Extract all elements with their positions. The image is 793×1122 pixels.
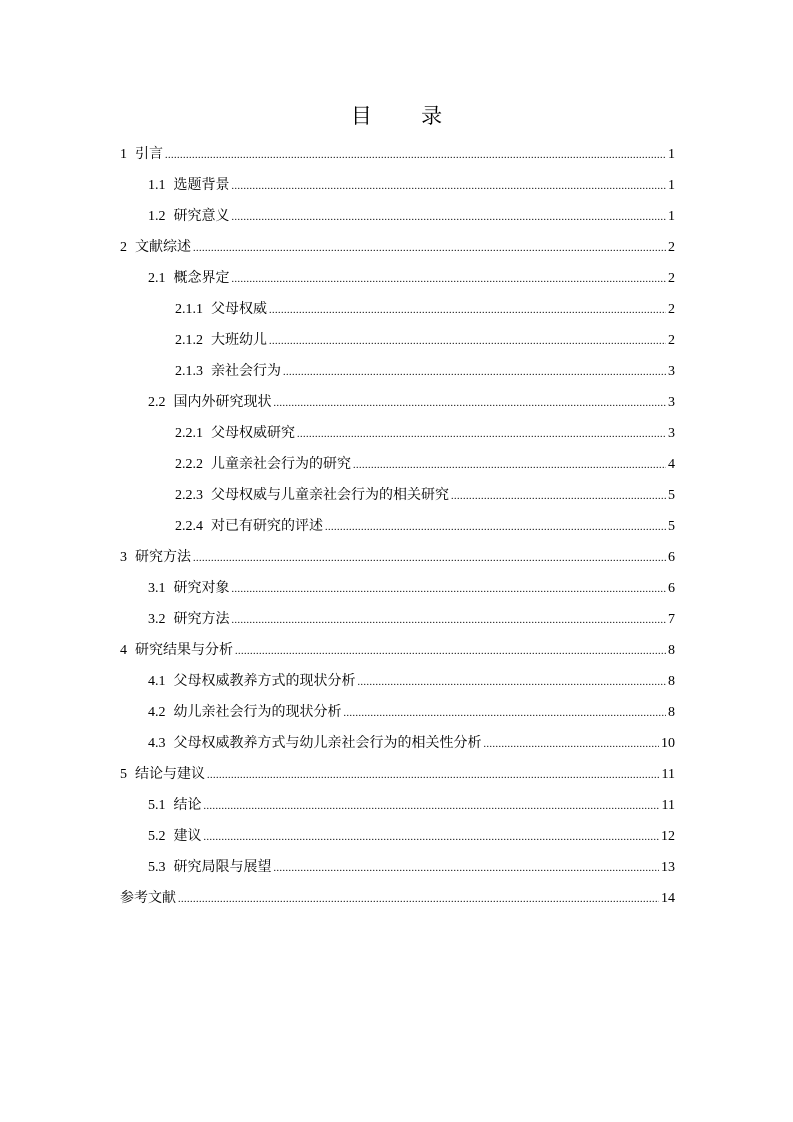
toc-dot-leader bbox=[274, 390, 667, 417]
toc-dot-leader bbox=[232, 576, 667, 603]
toc-entry[interactable] bbox=[120, 297, 675, 328]
toc-entry-label: 建议 bbox=[173, 829, 202, 844]
toc-entry-page: 5 bbox=[668, 488, 675, 503]
toc-entry-page: 3 bbox=[668, 395, 675, 410]
toc-entry-number: 1.1 bbox=[148, 178, 166, 193]
toc-entry-number: 4 bbox=[120, 643, 127, 658]
toc-dot-leader bbox=[193, 545, 666, 572]
toc-entry-label: 研究局限与展望 bbox=[173, 860, 272, 875]
toc-entry-number: 2.1 bbox=[148, 271, 166, 286]
toc-entry-page: 8 bbox=[668, 674, 675, 689]
toc-dot-leader bbox=[297, 421, 666, 448]
toc-dot-leader bbox=[344, 700, 667, 727]
toc-dot-leader bbox=[283, 359, 666, 386]
toc-entry-number: 5 bbox=[120, 767, 127, 782]
toc-entry[interactable] bbox=[120, 700, 675, 731]
toc-entry-label: 研究意义 bbox=[173, 209, 230, 224]
toc-list bbox=[120, 142, 675, 917]
toc-entry-page: 1 bbox=[668, 147, 675, 162]
toc-entry-number: 2.2.4 bbox=[175, 519, 203, 534]
toc-entry-number: 2.2.3 bbox=[175, 488, 203, 503]
toc-entry-label: 父母权威教养方式的现状分析 bbox=[173, 674, 356, 689]
toc-entry-page: 13 bbox=[661, 860, 675, 875]
toc-dot-leader bbox=[325, 514, 666, 541]
toc-entry-label: 选题背景 bbox=[173, 178, 230, 193]
toc-dot-leader bbox=[484, 731, 660, 758]
toc-entry-page: 10 bbox=[661, 736, 675, 751]
toc-entry-label: 引言 bbox=[135, 147, 163, 162]
toc-entry-page: 1 bbox=[668, 209, 675, 224]
toc-entry-page: 11 bbox=[661, 767, 675, 782]
toc-dot-leader bbox=[204, 824, 660, 851]
toc-entry[interactable] bbox=[120, 514, 675, 545]
toc-dot-leader bbox=[232, 204, 667, 231]
toc-dot-leader bbox=[353, 452, 666, 479]
toc-entry-label: 研究方法 bbox=[135, 550, 191, 565]
toc-entry-page: 3 bbox=[668, 426, 675, 441]
toc-entry[interactable] bbox=[120, 421, 675, 452]
toc-dot-leader bbox=[193, 235, 666, 262]
toc-entry-page: 14 bbox=[661, 891, 675, 906]
toc-dot-leader bbox=[451, 483, 666, 510]
toc-entry-label: 结论与建议 bbox=[135, 767, 205, 782]
toc-entry-label: 幼儿亲社会行为的现状分析 bbox=[173, 705, 342, 720]
toc-entry-number: 2 bbox=[120, 240, 127, 255]
toc-entry[interactable] bbox=[120, 328, 675, 359]
toc-entry-number: 2.2.2 bbox=[175, 457, 203, 472]
toc-dot-leader bbox=[204, 793, 660, 820]
toc-entry-label: 对已有研究的评述 bbox=[211, 519, 323, 534]
toc-entry-page: 6 bbox=[668, 550, 675, 565]
toc-dot-leader bbox=[178, 886, 659, 913]
toc-entry-label: 父母权威研究 bbox=[211, 426, 295, 441]
toc-entry-number: 3.2 bbox=[148, 612, 166, 627]
toc-entry-label: 概念界定 bbox=[173, 271, 230, 286]
toc-entry-page: 2 bbox=[668, 333, 675, 348]
toc-dot-leader bbox=[232, 173, 667, 200]
toc-entry[interactable] bbox=[120, 762, 675, 793]
toc-entry-number: 4.1 bbox=[148, 674, 166, 689]
toc-entry-label: 研究方法 bbox=[173, 612, 230, 627]
toc-entry[interactable] bbox=[120, 173, 675, 204]
toc-entry-page: 4 bbox=[668, 457, 675, 472]
toc-entry-page: 11 bbox=[661, 798, 675, 813]
toc-entry-page: 8 bbox=[668, 705, 675, 720]
toc-entry-page: 1 bbox=[668, 178, 675, 193]
toc-entry[interactable] bbox=[120, 824, 675, 855]
toc-entry[interactable] bbox=[120, 607, 675, 638]
toc-entry-number: 1.2 bbox=[148, 209, 166, 224]
toc-entry-label: 大班幼儿 bbox=[211, 333, 267, 348]
toc-entry-number: 1 bbox=[120, 147, 127, 162]
toc-entry-number: 5.3 bbox=[148, 860, 166, 875]
toc-entry-page: 5 bbox=[668, 519, 675, 534]
toc-entry-page: 7 bbox=[668, 612, 675, 627]
toc-entry-page: 2 bbox=[668, 240, 675, 255]
toc-entry-number: 4.2 bbox=[148, 705, 166, 720]
toc-dot-leader bbox=[235, 638, 666, 665]
toc-entry[interactable] bbox=[120, 793, 675, 824]
toc-entry-label: 父母权威与儿童亲社会行为的相关研究 bbox=[211, 488, 449, 503]
toc-entry-number: 5.2 bbox=[148, 829, 166, 844]
toc-dot-leader bbox=[165, 142, 666, 169]
toc-entry[interactable] bbox=[120, 669, 675, 700]
toc-entry[interactable] bbox=[120, 142, 675, 173]
toc-dot-leader bbox=[207, 762, 660, 789]
toc-entry-page: 3 bbox=[668, 364, 675, 379]
toc-entry-number: 2.1.1 bbox=[175, 302, 203, 317]
toc-entry-label: 国内外研究现状 bbox=[173, 395, 272, 410]
toc-dot-leader bbox=[269, 328, 666, 355]
toc-dot-leader bbox=[232, 266, 667, 293]
toc-entry[interactable] bbox=[120, 855, 675, 886]
toc-entry-label: 参考文献 bbox=[120, 891, 176, 906]
toc-entry-label: 父母权威 bbox=[211, 302, 267, 317]
toc-entry[interactable] bbox=[120, 452, 675, 483]
toc-entry-number: 2.1.3 bbox=[175, 364, 203, 379]
toc-dot-leader bbox=[269, 297, 666, 324]
toc-entry-page: 8 bbox=[668, 643, 675, 658]
toc-entry-page: 6 bbox=[668, 581, 675, 596]
toc-entry[interactable] bbox=[120, 731, 675, 762]
toc-entry-page: 12 bbox=[661, 829, 675, 844]
toc-entry[interactable] bbox=[120, 545, 675, 576]
toc-entry-label: 结论 bbox=[173, 798, 202, 813]
toc-entry-number: 2.2 bbox=[148, 395, 166, 410]
page-title: 目 录 bbox=[350, 104, 465, 128]
toc-entry-number: 3 bbox=[120, 550, 127, 565]
toc-entry-number: 4.3 bbox=[148, 736, 166, 751]
toc-entry[interactable] bbox=[120, 204, 675, 235]
toc-entry[interactable] bbox=[120, 266, 675, 297]
toc-entry[interactable] bbox=[120, 483, 675, 514]
toc-entry-label: 父母权威教养方式与幼儿亲社会行为的相关性分析 bbox=[173, 736, 482, 751]
toc-entry-number: 2.1.2 bbox=[175, 333, 203, 348]
toc-entry-label: 文献综述 bbox=[135, 240, 191, 255]
toc-dot-leader bbox=[232, 607, 667, 634]
toc-entry[interactable] bbox=[120, 638, 675, 669]
toc-entry[interactable] bbox=[120, 576, 675, 607]
toc-entry[interactable] bbox=[120, 359, 675, 390]
toc-entry[interactable] bbox=[120, 886, 675, 917]
toc-entry-number: 3.1 bbox=[148, 581, 166, 596]
toc-entry-page: 2 bbox=[668, 302, 675, 317]
toc-entry[interactable] bbox=[120, 390, 675, 421]
toc-entry-label: 研究对象 bbox=[173, 581, 230, 596]
toc-entry-page: 2 bbox=[668, 271, 675, 286]
toc-entry[interactable] bbox=[120, 235, 675, 266]
toc-entry-number: 5.1 bbox=[148, 798, 166, 813]
toc-entry-label: 儿童亲社会行为的研究 bbox=[211, 457, 351, 472]
toc-entry-label: 亲社会行为 bbox=[211, 364, 281, 379]
toc-dot-leader bbox=[358, 669, 667, 696]
toc-entry-label: 研究结果与分析 bbox=[135, 643, 233, 658]
toc-entry-number: 2.2.1 bbox=[175, 426, 203, 441]
toc-dot-leader bbox=[274, 855, 660, 882]
